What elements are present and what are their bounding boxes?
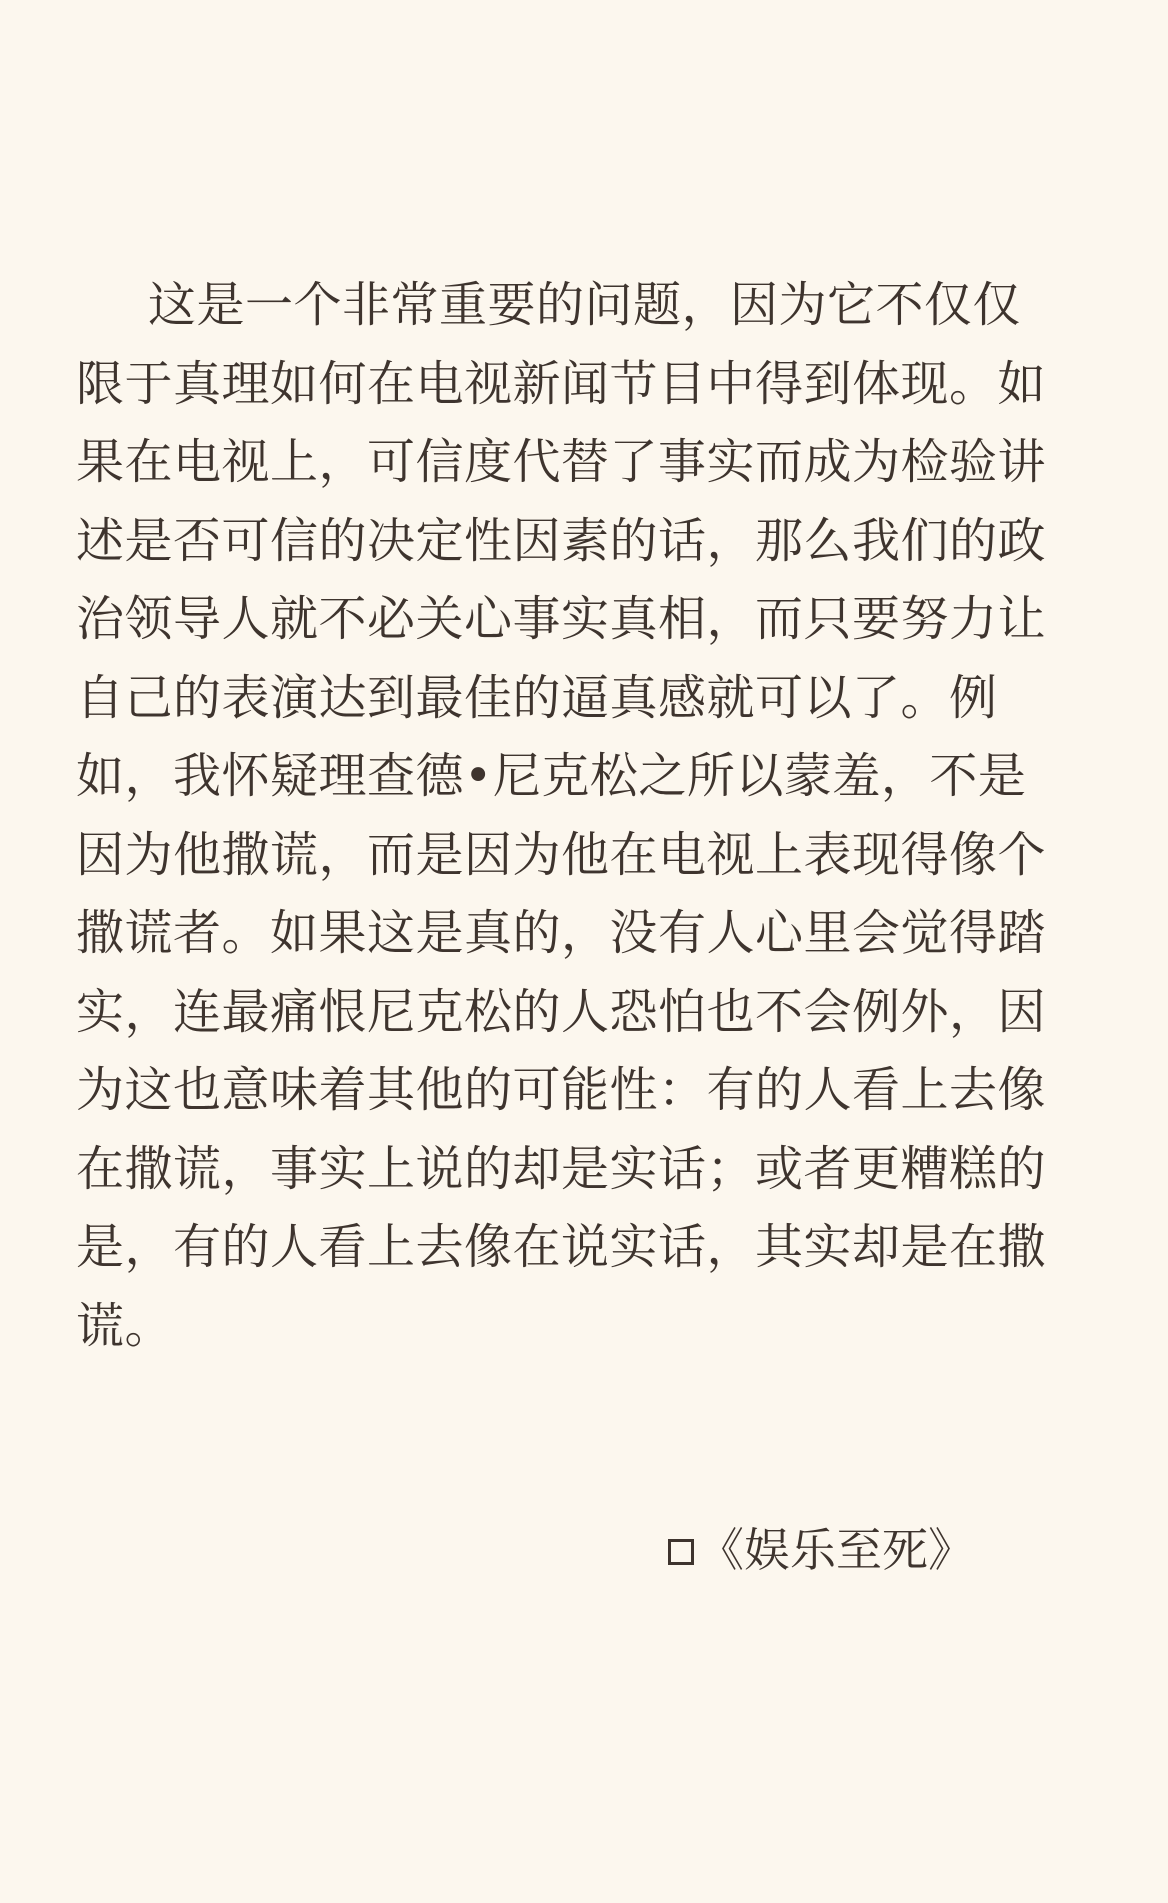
quote-line: 为这也意味着其他的可能性：有的人看上去像 xyxy=(76,1062,1047,1118)
source-citation xyxy=(668,1520,974,1580)
quote-text xyxy=(76,266,1090,1365)
quote-line: 如，我怀疑理查德•尼克松之所以蒙羞，不是 xyxy=(76,748,1027,804)
quote-line: 谎。 xyxy=(76,1297,174,1354)
quote-line: 自己的表演达到最佳的逼真感就可以了。例 xyxy=(76,669,998,726)
quote-line: 这是一个非常重要的问题，因为它不仅仅 xyxy=(148,277,1022,333)
quote-line: 在撒谎，事实上说的却是实话；或者更糟糕的 xyxy=(76,1140,1047,1197)
quote-line: 实，连最痛恨尼克松的人恐怕也不会例外，因 xyxy=(76,983,1047,1040)
quote-line: 果在电视上，可信度代替了事实而成为检验讲 xyxy=(76,434,1047,490)
quote-line: 是，有的人看上去像在说实话，其实却是在撒 xyxy=(76,1219,1047,1275)
quote-line: 因为他撒谎，而是因为他在电视上表现得像个 xyxy=(76,826,1047,883)
book-title: 《娱乐至死》 xyxy=(698,1523,974,1577)
quote-line: 治领导人就不必关心事实真相，而只要努力让 xyxy=(76,591,1047,647)
quote-line: 限于真理如何在电视新闻节目中得到体现。如 xyxy=(76,355,1047,412)
quote-line: 撒谎者。如果这是真的，没有人心里会觉得踏 xyxy=(76,905,1047,961)
quote-line: 述是否可信的决定性因素的话，那么我们的政 xyxy=(76,512,1047,569)
square-icon xyxy=(668,1539,694,1565)
